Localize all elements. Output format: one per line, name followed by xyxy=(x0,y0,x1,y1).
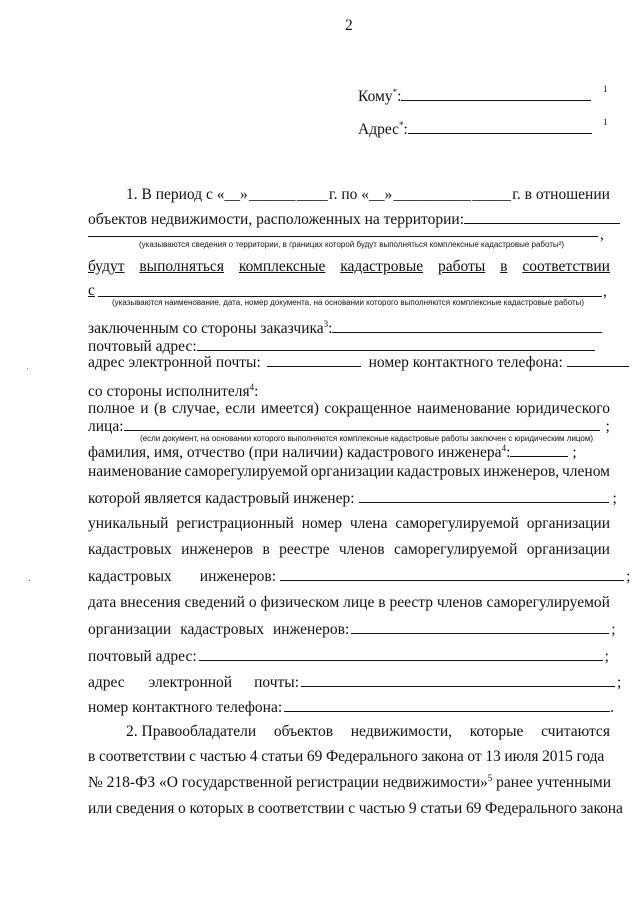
word: реестр xyxy=(389,594,433,611)
engineer-blank[interactable] xyxy=(510,443,568,457)
word: инженеров xyxy=(181,541,254,558)
phone-blank[interactable] xyxy=(567,353,629,367)
word: регистрационный xyxy=(176,515,294,532)
word: саморегулируемой xyxy=(184,463,308,480)
word: работы xyxy=(438,258,486,275)
word: наименование xyxy=(416,400,511,417)
word: в xyxy=(262,541,270,558)
registry-line xyxy=(88,541,610,559)
word: считаются xyxy=(541,723,610,740)
registry-blank[interactable] xyxy=(280,567,624,581)
email-label: адрес электронной почты: xyxy=(88,354,261,371)
word: недвижимости, xyxy=(350,723,452,740)
period: . xyxy=(610,699,615,716)
blank-month-to: __________ xyxy=(393,186,472,203)
word: будут xyxy=(88,258,125,275)
semicolon: ; xyxy=(572,444,577,461)
blank-year-to: _____ xyxy=(472,186,512,203)
word: адрес xyxy=(88,674,125,691)
word: и xyxy=(140,400,149,417)
colon: : xyxy=(506,444,511,461)
document-rule[interactable] xyxy=(98,296,602,297)
word: полное xyxy=(88,400,135,417)
scan-speck xyxy=(27,368,28,369)
registry2-line xyxy=(88,567,630,586)
word: членов xyxy=(338,541,385,558)
word: сокращенное xyxy=(324,400,412,417)
sro-blank[interactable] xyxy=(359,489,609,503)
address-line xyxy=(358,120,592,139)
word: объектов xyxy=(273,723,334,740)
word: членов xyxy=(436,594,483,611)
star-mark: * xyxy=(392,86,398,97)
postal-label: почтовый адрес: xyxy=(88,338,197,355)
caption-document: (указываются наименование, дата, номер документа, на основании которого выполняются комплексные кадастровые работы) xyxy=(112,298,585,307)
entity-blank[interactable] xyxy=(124,417,600,431)
phone2-line xyxy=(88,698,614,717)
period-line xyxy=(126,186,610,204)
customer-blank[interactable] xyxy=(332,319,602,333)
word: имеется) xyxy=(260,400,319,417)
footnote-4: 4 xyxy=(249,381,255,392)
word: инженеров: xyxy=(199,568,277,585)
address-label: Адрес xyxy=(358,121,399,138)
phone2-label: номер контактного телефона: xyxy=(88,699,283,716)
contact-line xyxy=(88,353,629,372)
engineer-line xyxy=(88,443,577,462)
scan-speck xyxy=(29,580,30,581)
word: саморегулируемой xyxy=(486,594,610,611)
word: организации xyxy=(88,621,172,638)
postal-blank[interactable] xyxy=(197,337,595,351)
word: случае, xyxy=(171,400,220,417)
recipient-line xyxy=(358,87,591,106)
word: сведений xyxy=(184,594,245,611)
date-entry-line xyxy=(88,594,610,612)
email2-blank[interactable] xyxy=(301,673,615,687)
entity-label: лица: xyxy=(88,418,124,435)
word: если xyxy=(225,400,256,417)
word: кадастровых xyxy=(88,541,172,558)
colon: : xyxy=(328,320,333,337)
territory-line xyxy=(88,210,620,229)
word: электронной xyxy=(148,674,233,691)
word: реестре xyxy=(279,541,330,558)
word: в xyxy=(378,594,386,611)
word: кадастровых xyxy=(180,621,264,638)
word: в xyxy=(500,258,508,275)
fullname-line xyxy=(88,400,610,418)
postal2-line xyxy=(88,647,609,666)
date-blank[interactable] xyxy=(351,620,609,634)
customer-line xyxy=(88,319,602,338)
sro-member-line xyxy=(88,489,617,508)
territory-label: объектов недвижимости, расположенных на территории: xyxy=(88,211,465,228)
comma: , xyxy=(603,283,607,300)
word: лице xyxy=(343,594,375,611)
reg-number-line xyxy=(88,515,610,533)
word: почты: xyxy=(254,674,300,691)
word: выполняться xyxy=(139,258,224,275)
footnote-5: 5 xyxy=(487,772,493,783)
word: соответствии xyxy=(522,258,610,275)
word: 2. Правообладатели xyxy=(126,723,257,740)
p2-line3 xyxy=(88,774,611,792)
word: саморегулируемой xyxy=(395,515,519,532)
sro-member-label: которой является кадастровый инженер: xyxy=(88,490,355,507)
word: физическом xyxy=(260,594,340,611)
blank-year-from: ____ xyxy=(296,186,328,203)
semicolon: ; xyxy=(617,674,622,691)
contractor-line xyxy=(88,383,258,401)
semicolon: ; xyxy=(611,621,616,638)
territory-rule[interactable] xyxy=(88,236,598,237)
word: инженеров: xyxy=(273,621,350,638)
p2-line2: в соответствии с частью 4 статьи 69 Федерального закона от 13 июля 2015 года xyxy=(88,748,605,765)
email2-line xyxy=(88,673,621,692)
star-mark: * xyxy=(398,119,404,130)
word: кадастровых xyxy=(88,568,172,585)
period-to: г. по «__» xyxy=(329,186,393,203)
word: организации xyxy=(526,541,610,558)
colon: : xyxy=(254,383,259,400)
p2-line1 xyxy=(126,723,610,741)
semicolon: ; xyxy=(612,490,617,507)
semicolon: ; xyxy=(605,418,610,435)
word: (в xyxy=(153,400,167,417)
footnote-1: 1 xyxy=(603,84,608,94)
word: члена xyxy=(349,515,388,532)
org-engineers-line xyxy=(88,620,616,639)
period-tail: г. в отношении xyxy=(512,186,610,203)
word: уникальный xyxy=(88,515,169,532)
word: кадастровых xyxy=(396,463,481,480)
territory-blank[interactable] xyxy=(464,210,620,224)
word: саморегулируемой xyxy=(393,541,518,558)
page-number: 2 xyxy=(345,17,353,34)
works-line xyxy=(88,258,610,276)
to-label: Кому xyxy=(358,88,393,105)
semicolon: ; xyxy=(626,568,631,585)
word: инженеров, xyxy=(483,463,560,480)
phone2-blank[interactable] xyxy=(284,698,610,712)
word: членом xyxy=(562,463,610,480)
law-title: № 218-ФЗ «О государственной регистрации недвижимости» xyxy=(88,774,488,791)
word: дата xyxy=(88,594,117,611)
postal2-blank[interactable] xyxy=(199,647,603,661)
contractor-label: со стороны исполнителя xyxy=(88,383,250,400)
period-from: 1. В период с «__» xyxy=(126,186,248,203)
postal2-label: почтовый адрес: xyxy=(88,648,197,665)
recipient-blank[interactable] xyxy=(401,87,591,101)
word: наименование xyxy=(88,463,182,480)
phone-label: номер контактного телефона: xyxy=(368,354,563,371)
p2-line4: или сведения о которых в соответствии с частью 9 статьи 69 Федерального закона xyxy=(88,800,623,817)
word: юридического xyxy=(516,400,610,417)
with-word: с xyxy=(88,282,95,299)
word: которые xyxy=(469,723,524,740)
footnote-4b: 4 xyxy=(501,442,507,453)
caption-entity: (если документ, на основании которого выполняются комплексные кадастровые работы заключен с юридическим лицом) xyxy=(140,434,594,443)
word: о xyxy=(248,594,257,611)
colon: : xyxy=(403,121,408,138)
footnote-3: 3 xyxy=(323,318,329,329)
word: номер xyxy=(301,515,342,532)
semicolon: ; xyxy=(604,648,609,665)
word: организации xyxy=(310,463,394,480)
previously-registered: ранее учтенными xyxy=(492,774,612,791)
sro-line xyxy=(88,463,610,481)
word: организации xyxy=(526,515,610,532)
word: кадастровые xyxy=(340,258,424,275)
blank-month-from: ______ xyxy=(249,186,296,203)
email-blank[interactable] xyxy=(267,353,361,367)
engineer-label: фамилия, имя, отчество (при наличии) кадастрового инженера xyxy=(88,444,502,461)
word: внесения xyxy=(120,594,181,611)
colon: : xyxy=(397,88,402,105)
address-blank[interactable] xyxy=(408,120,592,134)
customer-label: заключенным со стороны заказчика xyxy=(88,320,324,337)
footnote-1b: 1 xyxy=(603,117,608,127)
word: комплексные xyxy=(238,258,326,275)
comma: , xyxy=(600,226,604,243)
caption-territory: (указываются сведения о территории, в границах которой будут выполняться комплексные кадастровые работы²) xyxy=(139,240,564,249)
